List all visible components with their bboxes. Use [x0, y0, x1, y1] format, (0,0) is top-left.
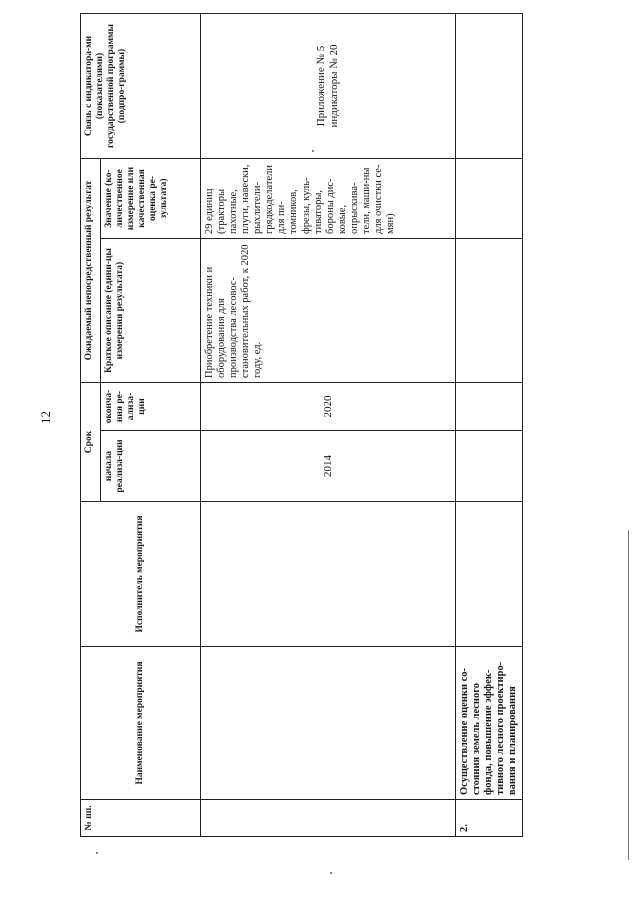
- row1-value: 29 единиц (тракторы пахотные, плуги, навески, рыхлители-грядкоделатели для пи-томников, фрезы, куль-тиваторы, бороны дис-ковые, опрыскива-тели, маши-ны для очистки се-мян): [201, 159, 456, 239]
- row1-num: [201, 800, 456, 837]
- header-period: Срок: [81, 383, 101, 502]
- measures-table: [80, 13, 523, 837]
- row1-desc: Приобретение техники и оборудования для производства лесовос-становительных работ, к 2020 году, ед.: [201, 239, 456, 383]
- row2-link: [456, 14, 523, 159]
- header-expected: Ожидаемый непосредственный результат: [81, 159, 101, 383]
- row2-start: [456, 431, 523, 502]
- header-expected-desc: Краткое описание (едини-цы измерения результата): [101, 239, 201, 383]
- scan-dot: [312, 150, 314, 152]
- row2-executor: [456, 502, 523, 647]
- header-num: № пп.: [81, 800, 201, 837]
- row1-end: 2020: [201, 383, 456, 431]
- scan-dot: [330, 872, 332, 874]
- row1-name: [201, 647, 456, 800]
- header-link: Связь с индикатора-ми (показателями) государственной программы (подпро-граммы): [81, 14, 201, 159]
- header-period-end: оконча-ния ре-ализа-ции: [101, 383, 201, 431]
- header-expected-value: Значение (ко-личественное измерение или качественная оценка ре-зультата): [101, 159, 201, 239]
- row1-link: Приложение № 5 индикаторы № 20: [201, 14, 456, 159]
- row1-executor: [201, 502, 456, 647]
- row2-name: Осуществление оценки со-стояния земель лесного фонда, повышение эффек-тивного лесного проектиро-вания и планирования: [456, 647, 523, 800]
- scan-artifact-line: [628, 530, 629, 860]
- row2-num: 2.: [456, 800, 523, 837]
- scan-dot: [96, 852, 98, 854]
- header-period-start: начала реализа-ции: [101, 431, 201, 502]
- row2-desc: [456, 239, 523, 383]
- header-name: Наименование мероприятия: [81, 647, 201, 800]
- rotated-table: [80, 14, 519, 837]
- row2-end: [456, 383, 523, 431]
- header-executor: Исполнитель мероприятия: [81, 502, 201, 647]
- page-number: 12: [38, 411, 53, 424]
- row1-start: 2014: [201, 431, 456, 502]
- row2-value: [456, 159, 523, 239]
